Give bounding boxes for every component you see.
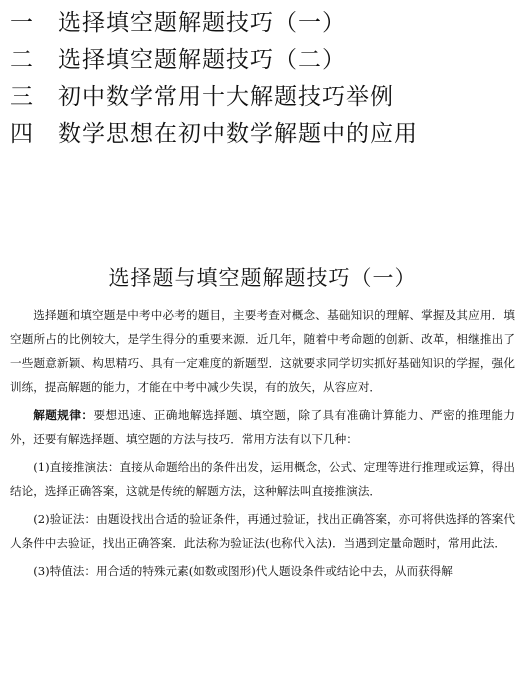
method-paragraph-special: (3)特值法：用合适的特殊元素(如数或图形)代人题设条件或结论中去，从而获得解 <box>33 564 453 578</box>
rule-paragraph <box>10 403 515 451</box>
toc-item-number: 四 <box>10 121 34 147</box>
intro-paragraph: 选择题和填空题是中考中必考的题目，主要考查对概念、基础知识的理解、掌握及其应用．填空题所占的比例较大，是学生得分的重要来源．近几年，随着中考命题的创新、改革，相继推出了一些题意新颖、构思精巧、具有一定难度的新题型．这就要求同学切实抓好基础知识的学握，强化训练，提高解题的能力，才能在中考中减少失误，有的放矢，从容应对． <box>10 308 515 394</box>
toc-item <box>10 76 515 113</box>
section-title: 选择题与填空题解题技巧（一） <box>108 266 417 290</box>
toc-item-title: 选择填空题解题技巧（一） <box>58 10 346 36</box>
rule-label: 解题规律： <box>33 408 94 422</box>
toc-item-title: 选择填空题解题技巧（二） <box>58 47 346 73</box>
rule-text: 要想迅速、正确地解选择题、填空题，除了具有准确计算能力、严密的推理能力外，还要有解选择题、填空题的方法与技巧．常用方法有以下几种： <box>10 408 515 446</box>
toc-item <box>10 113 515 150</box>
method-paragraph-verify: (2)验证法：由题设找出合适的验证条件，再通过验证，找出正确答案，亦可将供选择的答案代人条件中去验证，找出正确答案．此法称为验证法(也称代入法)．当遇到定量命题时，常用此法． <box>10 512 515 550</box>
toc-item <box>10 39 515 76</box>
section-body <box>10 303 515 583</box>
toc-item-number: 二 <box>10 47 34 73</box>
toc-item <box>10 2 515 39</box>
toc-item-title: 数学思想在初中数学解题中的应用 <box>58 121 418 147</box>
toc-item-number: 一 <box>10 10 34 36</box>
toc-item-number: 三 <box>10 84 34 110</box>
table-of-contents <box>10 2 515 150</box>
method-paragraph-direct: (1)直接推演法：直接从命题给出的条件出发，运用概念，公式、定理等进行推理或运算，得出结论，选择正确答案，这就是传统的解题方法，这种解法叫直接推演法． <box>10 460 515 498</box>
toc-item-title: 初中数学常用十大解题技巧举例 <box>58 84 394 110</box>
